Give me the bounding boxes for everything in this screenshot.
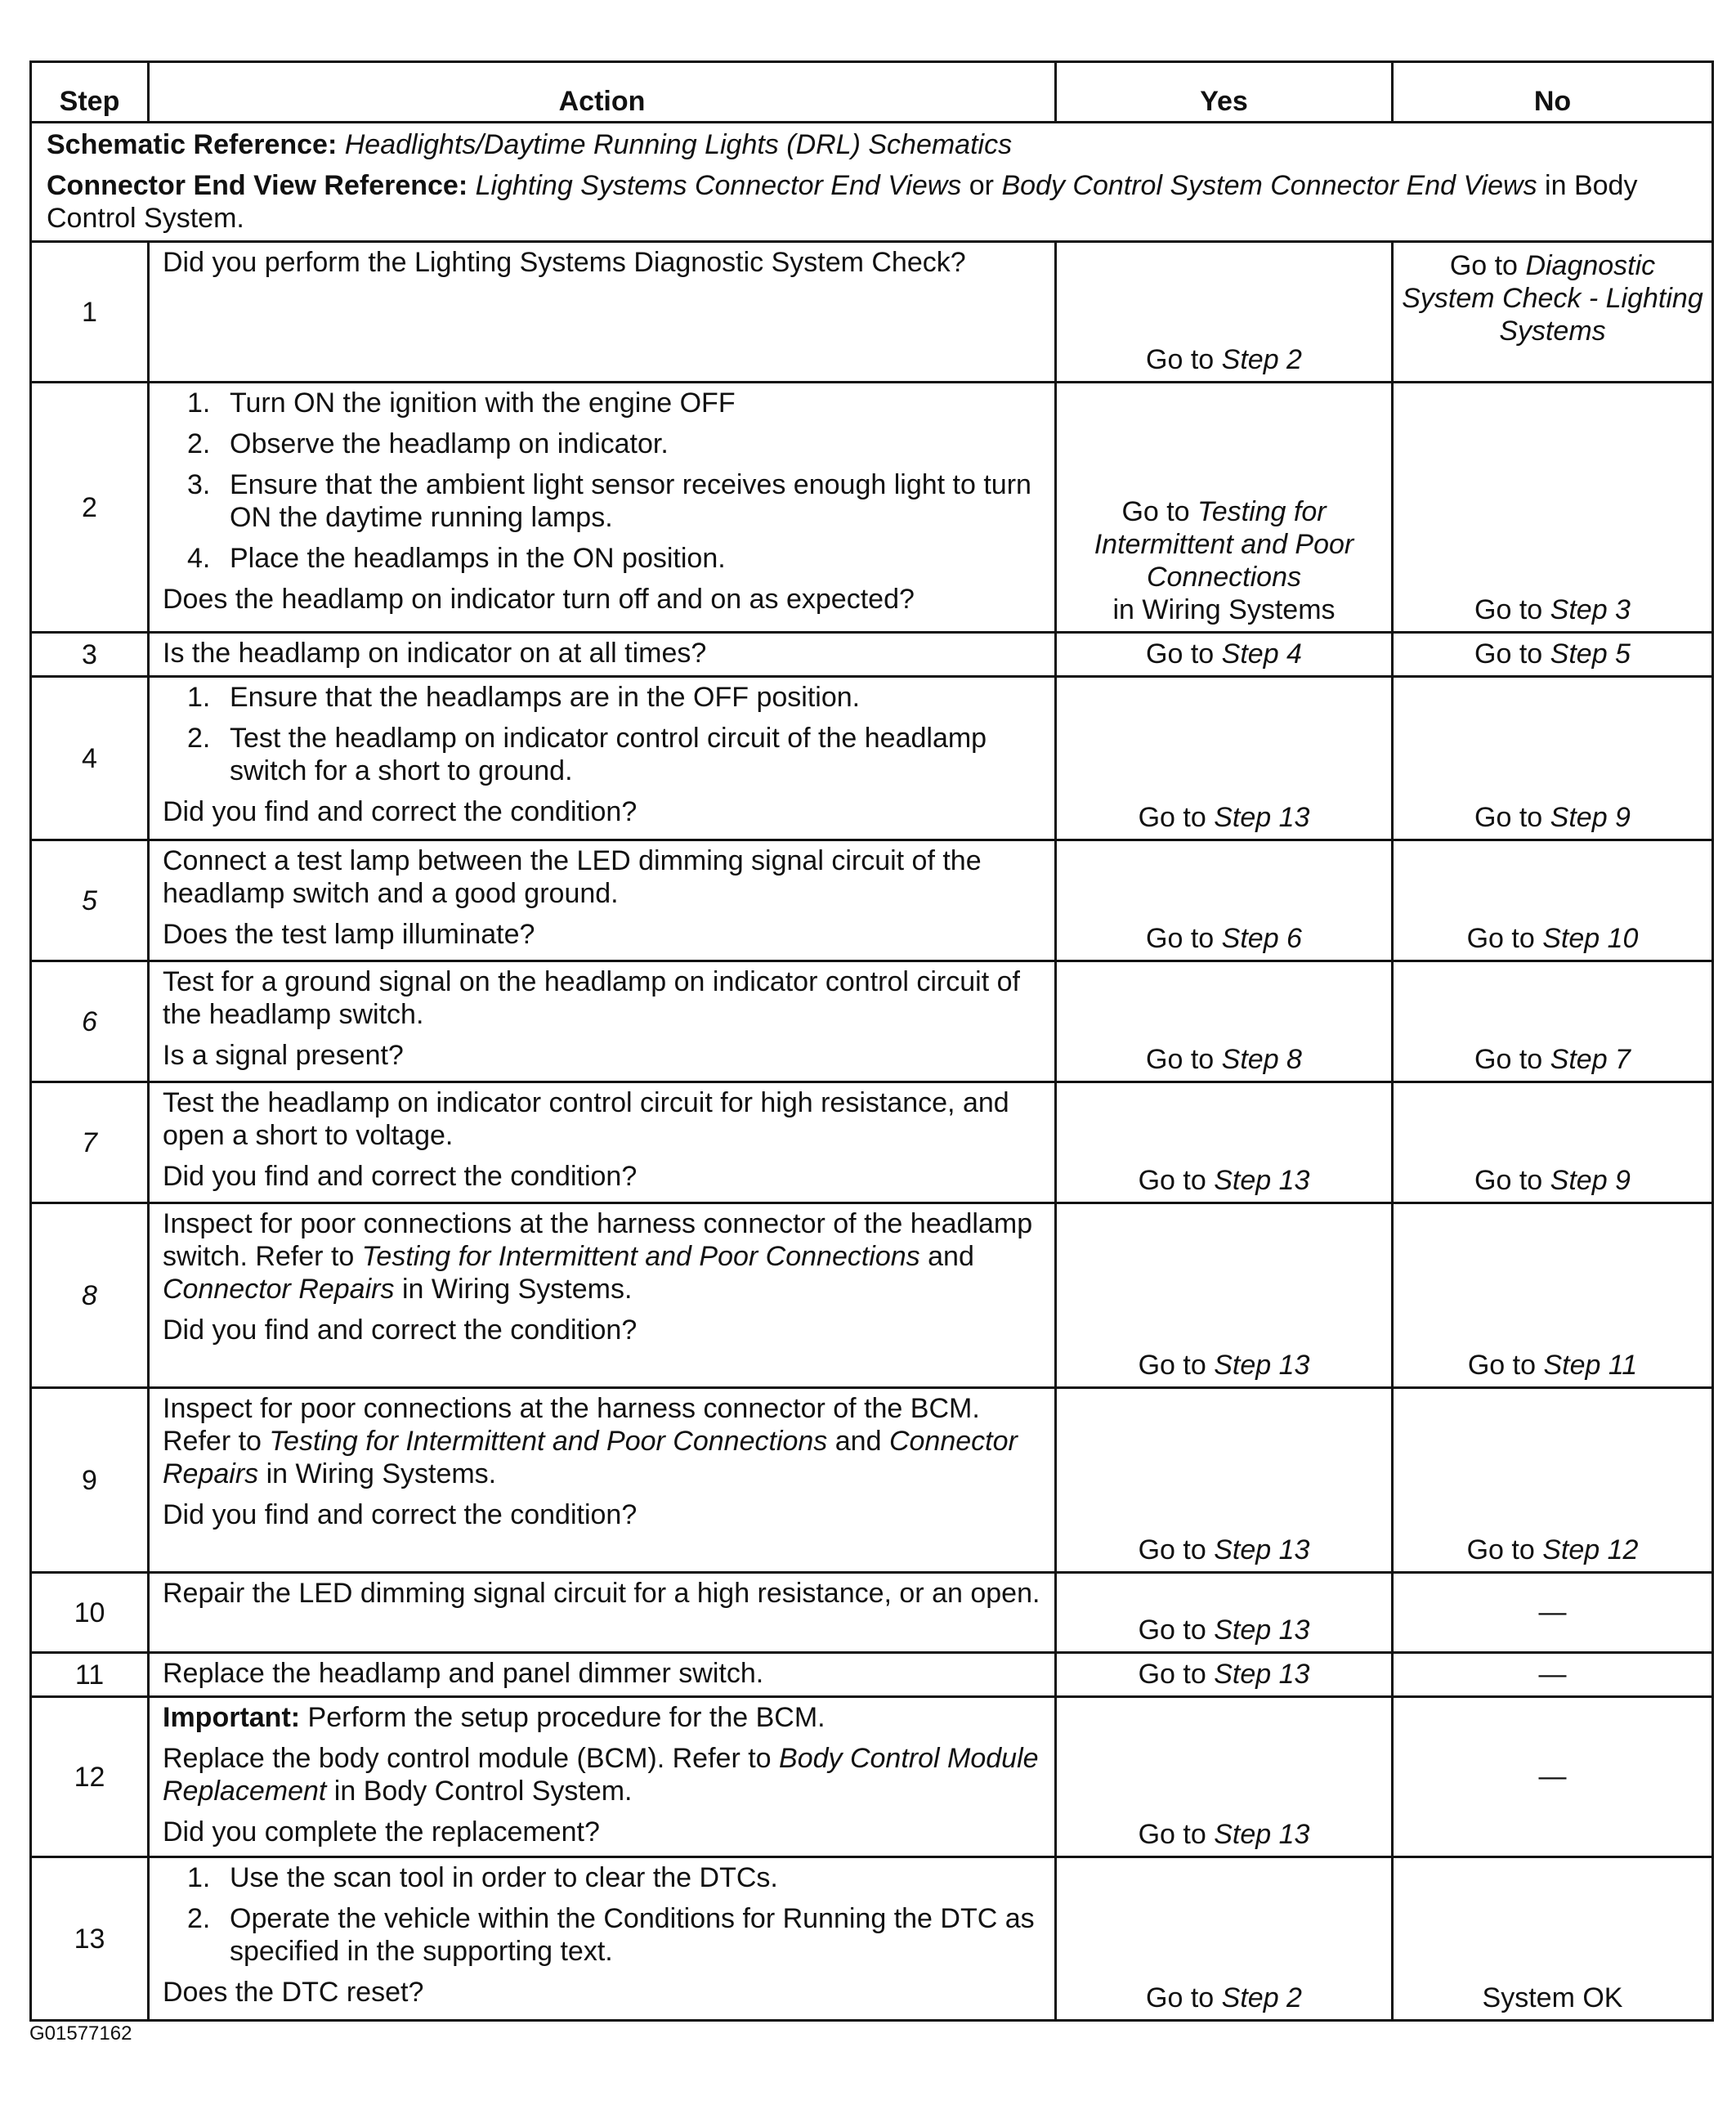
no-link[interactable]: Step 7 [1550,1044,1631,1075]
table-row [31,840,1713,961]
table-row [31,1653,1713,1697]
yes-prefix: Go to [1138,802,1206,833]
header-action: Action [149,62,1056,123]
yes-prefix: Go to [1138,1534,1206,1565]
yes-cell[interactable] [1056,677,1393,840]
yes-prefix: Go to [1146,1982,1215,2013]
header-no: No [1393,62,1713,123]
yes-cell[interactable] [1056,1653,1393,1697]
yes-prefix: Go to [1121,496,1190,527]
question: Did you find and correct the condition? [163,1315,638,1346]
reference-link[interactable]: Testing for Intermittent and Poor Connections [269,1426,828,1457]
action-text: Test for a ground signal on the headlamp on indicator control circuit of the headlamp switch. [163,966,1020,1030]
action-text: Inspect for poor connections at the harness connector of the BCM. Refer to Testing for Intermittent and Poor Connections and Connector Repairs in Wiring Systems. [163,1393,1018,1489]
no-link[interactable]: Step 12 [1542,1534,1639,1565]
connector-or-text: or [969,169,994,201]
question: Does the DTC reset? [163,1977,424,2008]
figure-code: G01577162 [29,2022,132,2045]
no-cell[interactable] [1393,961,1713,1082]
action-cell [149,677,1056,840]
action-cell [149,840,1056,961]
reference-link[interactable]: Connector Repairs [163,1274,395,1305]
yes-suffix: in Wiring Systems [1112,594,1336,625]
table-row [31,1082,1713,1203]
action-text: Replace the body control module (BCM). Refer to Body Control Module Replacement in Body Control System. [163,1743,1039,1807]
step-number: 10 [31,1573,149,1653]
step-number: 4 [31,677,149,840]
no-link[interactable]: Step 9 [1550,1165,1631,1196]
question: Is the headlamp on indicator on at all times? [163,638,707,669]
question: Does the headlamp on indicator turn off and on as expected? [163,584,915,615]
list-item: 1. Turn ON the ignition with the engine OFF [187,387,736,419]
reference-link[interactable]: Body Control Module Replacement [163,1743,1039,1807]
action-text: Inspect for poor connections at the harness connector of the headlamp switch. Refer to Testing for Intermittent and Poor Connections and Connector Repairs in Wiring Systems. [163,1208,1033,1305]
no-prefix: Go to [1474,594,1543,625]
reference-row [31,123,1713,242]
connector-tail-text: in Body Control System. [47,169,1638,234]
yes-cell[interactable] [1056,242,1393,383]
no-prefix: Go to [1474,1165,1543,1196]
yes-cell[interactable] [1056,1203,1393,1388]
yes-cell[interactable] [1056,961,1393,1082]
no-prefix: Go to [1466,1534,1535,1565]
list-item: 1. Use the scan tool in order to clear the DTCs. [187,1862,778,1893]
yes-link[interactable]: Testing for Intermittent and Poor Connections [1094,496,1354,593]
table-row [31,383,1713,633]
action-cell [149,1653,1056,1697]
yes-link[interactable]: Step 13 [1214,1165,1310,1196]
table-row [31,961,1713,1082]
connector-reference-label: Connector End View Reference: [47,169,468,201]
yes-link[interactable]: Step 13 [1214,1534,1310,1565]
table-row [31,1857,1713,2021]
no-link[interactable]: Step 10 [1542,923,1639,954]
step-number: 9 [31,1388,149,1573]
list-item: 1. Ensure that the headlamps are in the OFF position. [187,682,861,713]
yes-cell[interactable] [1056,1388,1393,1573]
step-number: 3 [31,633,149,677]
table-row [31,1697,1713,1857]
list-item: 4. Place the headlamps in the ON position. [187,543,726,574]
no-prefix: Go to [1467,1350,1537,1381]
table-row [31,677,1713,840]
yes-prefix: Go to [1146,923,1215,954]
table-row [31,1203,1713,1388]
action-cell [149,1573,1056,1653]
table-row [31,633,1713,677]
no-cell: — [1393,1697,1713,1857]
question: Did you find and correct the condition? [163,1499,638,1530]
no-cell[interactable] [1393,1082,1713,1203]
action-text: Replace the headlamp and panel dimmer switch. [163,1658,764,1689]
reference-link[interactable]: Testing for Intermittent and Poor Connections [361,1241,920,1272]
yes-cell[interactable] [1056,383,1393,633]
yes-prefix: Go to [1138,1658,1206,1690]
yes-cell[interactable] [1056,1082,1393,1203]
no-prefix: Go to [1466,923,1535,954]
list-item: 2. Observe the headlamp on indicator. [187,428,669,459]
yes-cell[interactable] [1056,1697,1393,1857]
no-cell[interactable] [1393,242,1713,383]
yes-cell[interactable] [1056,633,1393,677]
step-number: 11 [31,1653,149,1697]
yes-prefix: Go to [1138,1165,1206,1196]
step-number: 2 [31,383,149,633]
yes-prefix: Go to [1146,638,1215,670]
no-link[interactable]: Step 3 [1550,594,1631,625]
reference-cell [31,123,1713,242]
question: Did you complete the replacement? [163,1816,600,1848]
schematic-reference [47,128,1703,161]
step-number: 6 [31,961,149,1082]
question: Did you find and correct the condition? [163,796,638,827]
diagnostic-table [29,60,1714,2022]
connector-end-views-link[interactable]: Lighting Systems Connector End Views [475,169,962,201]
action-cell [149,1857,1056,2021]
yes-cell[interactable] [1056,1573,1393,1653]
yes-link[interactable]: Step 13 [1214,802,1310,833]
yes-prefix: Go to [1138,1350,1206,1381]
action-cell [149,1697,1056,1857]
no-link[interactable]: Step 9 [1550,802,1631,833]
yes-cell[interactable] [1056,1857,1393,2021]
yes-link[interactable]: Step 2 [1221,344,1302,375]
no-cell[interactable] [1393,383,1713,633]
action-cell [149,242,1056,383]
yes-link[interactable]: Step 13 [1214,1819,1310,1850]
yes-link[interactable]: Step 13 [1214,1350,1310,1381]
no-cell: — [1393,1573,1713,1653]
step-number: 7 [31,1082,149,1203]
action-cell [149,1082,1056,1203]
yes-link[interactable]: Step 2 [1221,1982,1302,2013]
table-row [31,1573,1713,1653]
action-cell [149,961,1056,1082]
important-note: Important: Perform the setup procedure for the BCM. [163,1702,825,1733]
yes-prefix: Go to [1146,1044,1215,1075]
question: Is a signal present? [163,1040,404,1071]
yes-link[interactable]: Step 4 [1221,638,1302,670]
no-cell: — [1393,1653,1713,1697]
no-cell[interactable] [1393,633,1713,677]
no-cell[interactable] [1393,1203,1713,1388]
action-cell [149,1388,1056,1573]
table-row [31,242,1713,383]
question: Did you find and correct the condition? [163,1161,638,1192]
no-prefix: Go to [1474,802,1543,833]
no-link[interactable]: Step 11 [1543,1350,1638,1381]
question: Did you perform the Lighting Systems Diagnostic System Check? [163,247,966,278]
step-number: 1 [31,242,149,383]
yes-link[interactable]: Step 8 [1221,1044,1302,1075]
body-control-end-views-link[interactable]: Body Control System Connector End Views [1001,169,1537,201]
action-text: Test the headlamp on indicator control circuit for high resistance, and open a short to voltage. [163,1087,1009,1151]
schematic-reference-label: Schematic Reference: [47,128,338,160]
no-link[interactable]: Diagnostic System Check - Lighting Systems [1402,250,1703,347]
schematic-reference-link[interactable]: Headlights/Daytime Running Lights (DRL) Schematics [344,128,1013,160]
list-item: 2. Test the headlamp on indicator control circuit of the headlamp switch for a short to ground. [187,723,987,786]
yes-prefix: Go to [1138,1615,1206,1646]
list-item: 2. Operate the vehicle within the Conditions for Running the DTC as specified in the supporting text. [187,1903,1035,1967]
step-number: 13 [31,1857,149,2021]
header-yes: Yes [1056,62,1393,123]
action-text: Connect a test lamp between the LED dimming signal circuit of the headlamp switch and a good ground. [163,845,982,909]
no-cell[interactable] [1393,677,1713,840]
yes-link[interactable]: Step 13 [1214,1615,1310,1646]
action-text: Repair the LED dimming signal circuit for a high resistance, or an open. [163,1578,1040,1609]
yes-link[interactable]: Step 6 [1221,923,1302,954]
connector-reference [47,169,1703,235]
diagnostic-document [29,60,1711,2022]
header-step: Step [31,62,149,123]
no-link[interactable]: Step 5 [1550,638,1631,670]
yes-link[interactable]: Step 13 [1214,1658,1310,1690]
yes-prefix: Go to [1138,1819,1206,1850]
no-prefix: Go to [1474,1044,1543,1075]
action-cell [149,383,1056,633]
reference-link[interactable]: Connector Repairs [163,1426,1018,1489]
table-row [31,1388,1713,1573]
step-number: 5 [31,840,149,961]
no-prefix: Go to [1474,638,1543,670]
yes-cell[interactable] [1056,840,1393,961]
step-number: 12 [31,1697,149,1857]
no-cell[interactable] [1393,840,1713,961]
action-cell [149,633,1056,677]
no-cell: System OK [1393,1857,1713,2021]
question: Does the test lamp illuminate? [163,919,535,950]
step-number: 8 [31,1203,149,1388]
header-row [31,62,1713,123]
no-cell[interactable] [1393,1388,1713,1573]
list-item: 3. Ensure that the ambient light sensor receives enough light to turn ON the daytime running lamps. [187,469,1031,533]
no-prefix: Go to [1449,250,1518,281]
yes-prefix: Go to [1146,344,1215,375]
action-cell [149,1203,1056,1388]
